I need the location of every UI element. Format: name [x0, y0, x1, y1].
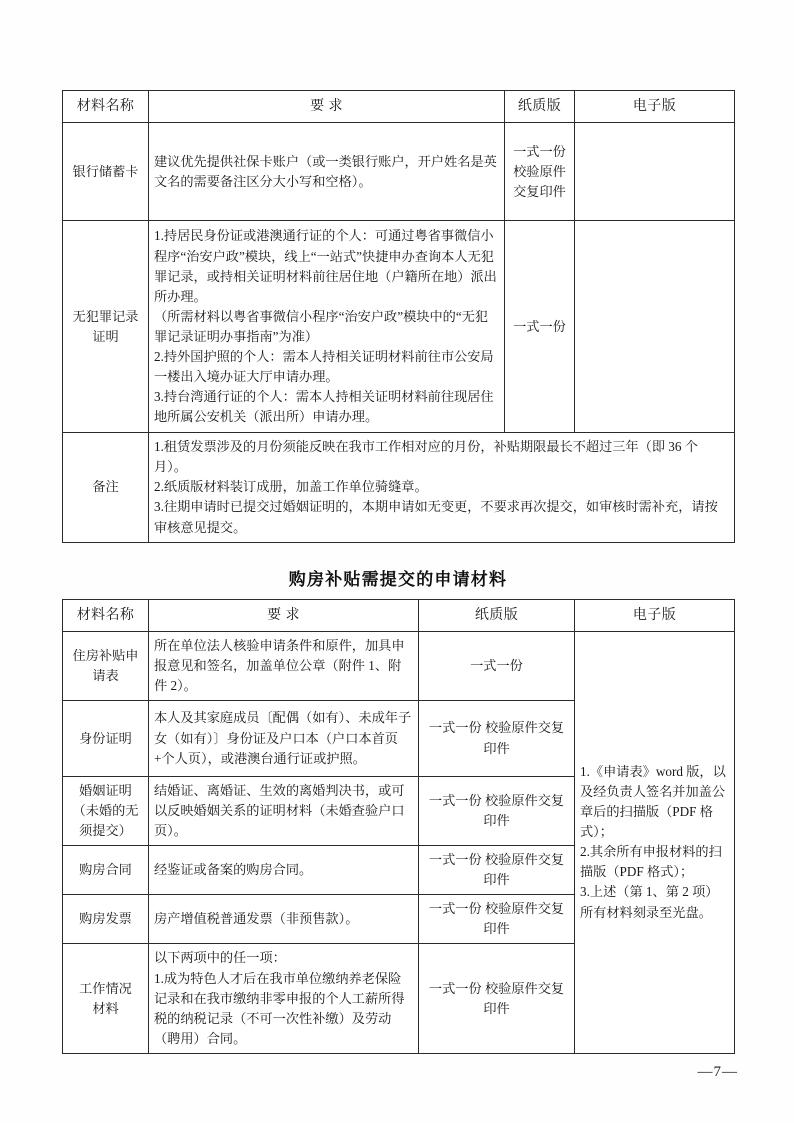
row-requirement-no-criminal-record: [149, 221, 505, 433]
paper-line-1: 一式一份: [428, 852, 482, 868]
paper-line-1: 一式一份: [428, 901, 482, 917]
row-paper-subsidy-application-form: [419, 631, 575, 700]
row-paper-no-criminal-record: 一式一份: [505, 221, 575, 433]
requirement-paragraph-4: 3.持台湾通行证的个人：需本人持相关证明材料前往现居住地所属公安机关（派出所）申请办理。: [154, 388, 494, 425]
paper-line-2: 校验原件交复印件: [483, 901, 565, 937]
row-name-purchase-contract: 购房合同: [63, 846, 149, 895]
row-name-line-1: 住房补贴申: [72, 647, 139, 663]
paper-line-2: 校验原件交复印件: [483, 793, 565, 829]
requirement-paragraph-2: （所需材料以粤省事微信小程序“治安户政”模块中的“无犯罪记录证明办事指南”为准）: [154, 308, 489, 344]
table2-header-paper: 纸质版: [419, 599, 575, 631]
paper-line-2: 校验原件交复印件: [483, 852, 565, 888]
row-name-no-criminal-record: [63, 221, 149, 433]
requirement-paragraph-1: 以下两项中的任一项：: [154, 950, 286, 966]
row-paper-identity-proof: [419, 701, 575, 777]
row-name-remarks: 备注: [63, 433, 149, 542]
row-requirement-purchase-invoice: 房产增值税普通发票（非预售款）。: [149, 895, 419, 944]
row-requirement-marriage-proof: 结婚证、离婚证、生效的离婚判决书，或可以反映婚姻关系的证明材料（未婚查验户口页）。: [149, 777, 419, 846]
remarks-paragraph-3: 3.往期申请时已提交过婚姻证明的，本期申请如无变更，不要求再次提交，如审核时需补充，请按审核意见提交。: [154, 499, 718, 535]
paper-line-1: 一式一份: [428, 793, 482, 809]
row-name-line-1: 婚姻证明: [79, 783, 132, 799]
row-paper-employment-materials: [419, 944, 575, 1053]
row-requirement-bank-card: 建议优先提供社保卡账户（或一类银行账户，开户姓名是英文名的需要备注区分大小写和空格）。: [149, 123, 505, 221]
section-title: 购房补贴需提交的申请材料: [288, 569, 508, 589]
table2-header-electronic: 电子版: [575, 599, 735, 631]
table1-header-name: 材料名称: [63, 91, 149, 123]
table2-header-requirement: 要 求: [149, 599, 419, 631]
paper-line-1: 一式一份: [513, 143, 566, 159]
row-name-line-2: 请表: [92, 667, 119, 683]
row-name-line-2: （未婚的无: [72, 803, 139, 819]
requirement-paragraph-1: 1.持居民身份证或港澳通行证的个人：可通过粤省事微信小程序“治安户政”模块，线上“一站式”快捷申办查询本人无犯罪记录，或持相关证明材料前往居住地（户籍所在地）派出所办理。: [154, 228, 497, 304]
electronic-note-paragraph-1: 1.《申请表》word 版，以及经负责人签名并加盖公章后的扫描版（PDF 格式）；: [580, 764, 726, 840]
row-name-line-3: 须提交）: [79, 823, 132, 839]
row-paper-purchase-contract: [419, 846, 575, 895]
row-name-line-1: 工作情况: [79, 980, 132, 996]
requirement-paragraph-2: 1.成为特色人才后在我市单位缴纳养老保险记录和在我市缴纳非零申报的个人工薪所得税的纳税记录（不可一次性补缴）及劳动（聘用）合同。: [154, 970, 405, 1046]
row-requirement-remarks: [149, 433, 735, 542]
remarks-paragraph-2: 2.纸质版材料装订成册，加盖工作单位骑缝章。: [154, 479, 428, 495]
paper-line-1: 一式一份: [470, 657, 523, 673]
requirement-paragraph-3: 2.持外国护照的个人：需本人持相关证明材料前往市公安局一楼出入境办证大厅申请办理。: [154, 348, 494, 384]
row-name-identity-proof: 身份证明: [63, 701, 149, 777]
table1-header-requirement: 要 求: [149, 91, 505, 123]
row-name-line-2: 证明: [92, 328, 119, 344]
paper-line-3: 交复印件: [513, 183, 566, 199]
row-electronic-no-criminal-record: [575, 221, 735, 433]
table1-header-electronic: 电子版: [575, 91, 735, 123]
row-requirement-purchase-contract: 经鉴证或备案的购房合同。: [149, 846, 419, 895]
paper-line-1: 一式一份: [428, 720, 482, 736]
row-paper-purchase-invoice: [419, 895, 575, 944]
materials-table-purchase: [62, 599, 735, 1054]
table1-header-row: [63, 91, 735, 123]
row-name-line-2: 材料: [92, 1000, 119, 1016]
table-row: [63, 631, 735, 700]
row-name-purchase-invoice: 购房发票: [63, 895, 149, 944]
row-requirement-identity-proof: 本人及其家庭成员〔配偶（如有）、未成年子女（如有）〕身份证及户口本（户口本首页+个人页），或港澳台通行证或护照。: [149, 701, 419, 777]
row-name-subsidy-application-form: [63, 631, 149, 700]
materials-table-rental: [62, 90, 735, 543]
page-number: —7—: [697, 1064, 738, 1080]
paper-line-1: 一式一份: [428, 980, 482, 996]
row-electronic-bank-card: [575, 123, 735, 221]
document-body: [62, 90, 734, 1054]
row-requirement-subsidy-application-form: 所在单位法人核验申请条件和原件，加具申报意见和签名，加盖单位公章（附件 1、附件 2）。: [149, 631, 419, 700]
electronic-version-note: [575, 631, 735, 1053]
row-paper-marriage-proof: [419, 777, 575, 846]
table2-header-row: [63, 599, 735, 631]
table1-header-paper: 纸质版: [505, 91, 575, 123]
remarks-paragraph-1: 1.租赁发票涉及的月份须能反映在我市工作相对应的月份，补贴期限最长不超过三年（即 36 个月）。: [154, 439, 698, 475]
paper-line-2: 校验原件: [513, 163, 566, 179]
table2-header-name: 材料名称: [63, 599, 149, 631]
row-name-line-1: 无犯罪记录: [72, 308, 139, 324]
paper-line-2: 校验原件交复印件: [483, 720, 565, 756]
table-row: [63, 123, 735, 221]
row-requirement-employment-materials: [149, 944, 419, 1053]
table-row: [63, 221, 735, 433]
electronic-note-paragraph-3: 3.上述（第 1、第 2 项）所有材料刻录至光盘。: [580, 884, 719, 920]
row-name-marriage-proof: [63, 777, 149, 846]
row-name-employment-materials: [63, 944, 149, 1053]
electronic-note-paragraph-2: 2.其余所有申报材料的扫描版（PDF 格式）；: [580, 844, 722, 880]
row-name-bank-card: 银行储蓄卡: [63, 123, 149, 221]
row-paper-bank-card: [505, 123, 575, 221]
paper-line-2: 校验原件交复印件: [483, 980, 565, 1016]
table-row: [63, 433, 735, 542]
